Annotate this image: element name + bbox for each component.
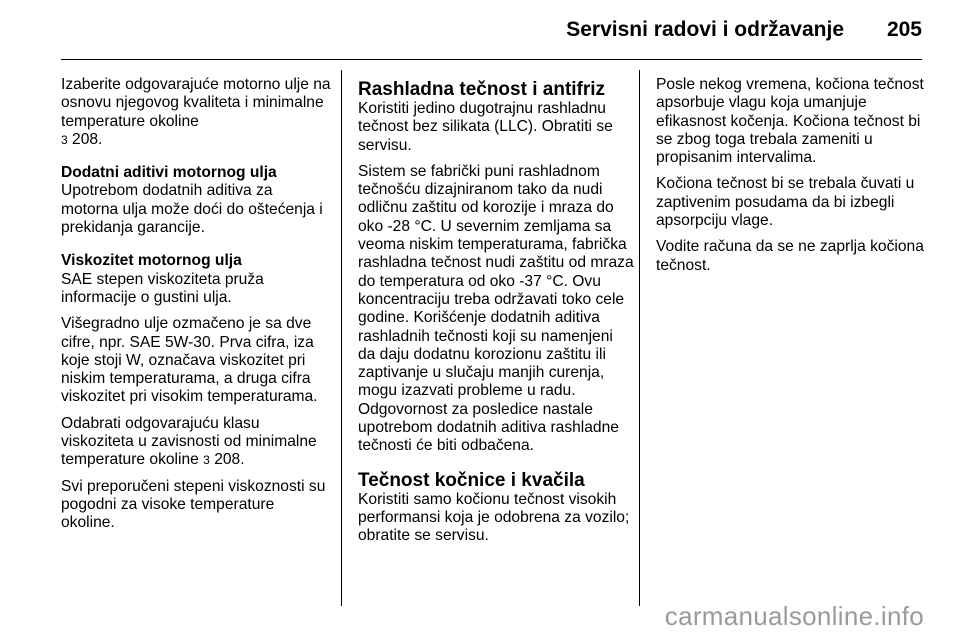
page-reference-link[interactable]: 208.: [72, 130, 103, 148]
heading-brake-fluid: Tečnost kočnice i kvačila: [358, 469, 585, 491]
page-reference-icon: 3: [61, 132, 68, 147]
subheading-additives: Dodatni aditivi motornog ulja: [61, 164, 277, 182]
brake-fluid-p4: Vodite računa da se ne zaprlja kočiona tečnost.: [656, 238, 924, 274]
heading-coolant: Rashladna tečnost i antifriz: [358, 79, 606, 100]
watermark: carmanualsonline.info: [664, 601, 924, 631]
section-title: Servisni radovi i održavanje: [566, 18, 844, 41]
column-middle: [358, 80, 634, 554]
brake-fluid-p1: Koristiti samo kočionu tečnost visokih performansi koja je odobrena za vozilo; obratite se servisu.: [358, 490, 630, 545]
column-left: [61, 76, 331, 541]
header-divider: [61, 59, 922, 60]
additives-text: Upotrebom dodatnih aditiva za motorna ulja može doći do oštećenja i prekidanja garancije.: [61, 182, 323, 237]
intro-paragraph: Izaberite odgovarajuće motorno ulje na osnovu njegovog kvaliteta i minimalne temperature okoline 3 208.: [61, 76, 331, 148]
page-reference-link[interactable]: 208.: [214, 451, 245, 469]
subheading-viscosity: Viskozitet motornog ulja: [61, 252, 242, 270]
viscosity-p3: Odabrati odgovarajuću klasu viskoziteta u zavisnosti od minimalne temperature okoline 3 208.: [61, 414, 317, 469]
page-number: 205: [886, 18, 922, 41]
brake-fluid-p2: Posle nekog vremena, kočiona tečnost apsorbuje vlagu koja umanjuje efikasnost kočenja. Kočiona tečnost bi se zbog toga trebala zameniti u propisanim intervalima.: [656, 76, 924, 167]
brake-fluid-p3: Kočiona tečnost bi se trebala čuvati u zaptivenim posudama da bi izbegli apsorpciju vlage.: [656, 175, 915, 230]
page-header: [0, 0, 960, 62]
viscosity-p2: Višegradno ulje ozmačeno je sa dve cifre, npr. SAE 5W-30. Prva cifra, iza koje stoji W, označava viskozitet pri niskim temperaturama, a druga cifra viskozitet pri visokim temperaturama.: [61, 315, 318, 406]
coolant-p1: Koristiti jedino dugotrajnu rashladnu tečnost bez silikata (LLC). Obratiti se servisu.: [358, 100, 613, 154]
column-divider-1: [341, 70, 342, 606]
page-reference-icon: 3: [203, 453, 210, 468]
column-divider-2: [639, 70, 640, 606]
viscosity-p1: SAE stepen viskoziteta pruža informacije o gustini ulja.: [61, 270, 264, 306]
viscosity-p4: Svi preporučeni stepeni viskoznosti su pogodni za visoke temperature okoline.: [61, 477, 326, 532]
column-right: [656, 76, 932, 283]
coolant-p2: Sistem se fabrički puni rashladnom tečnošću dizajniranom tako da nudi odličnu zaštitu od korozije i mraza do oko -28 °C. U severnim zemljama sa veoma niskim temperaturama, fabrička rashladna tečnost nudi zaštitu od mraza do temperatura od oko -37 °C. Ovu koncentraciju treba održavati toko cele godine. Korišćenje dodatnih aditiva rashladnih tečnosti koji su namenjeni da daju dodatnu korozionu zaštitu ili zaptivanje u slučaju manjih curenja, mogu izazvati probleme u radu. Odgovornost za posledice nastale upotrebom dodatnih aditiva rashladne tečnosti će biti odbačena.: [358, 162, 634, 455]
